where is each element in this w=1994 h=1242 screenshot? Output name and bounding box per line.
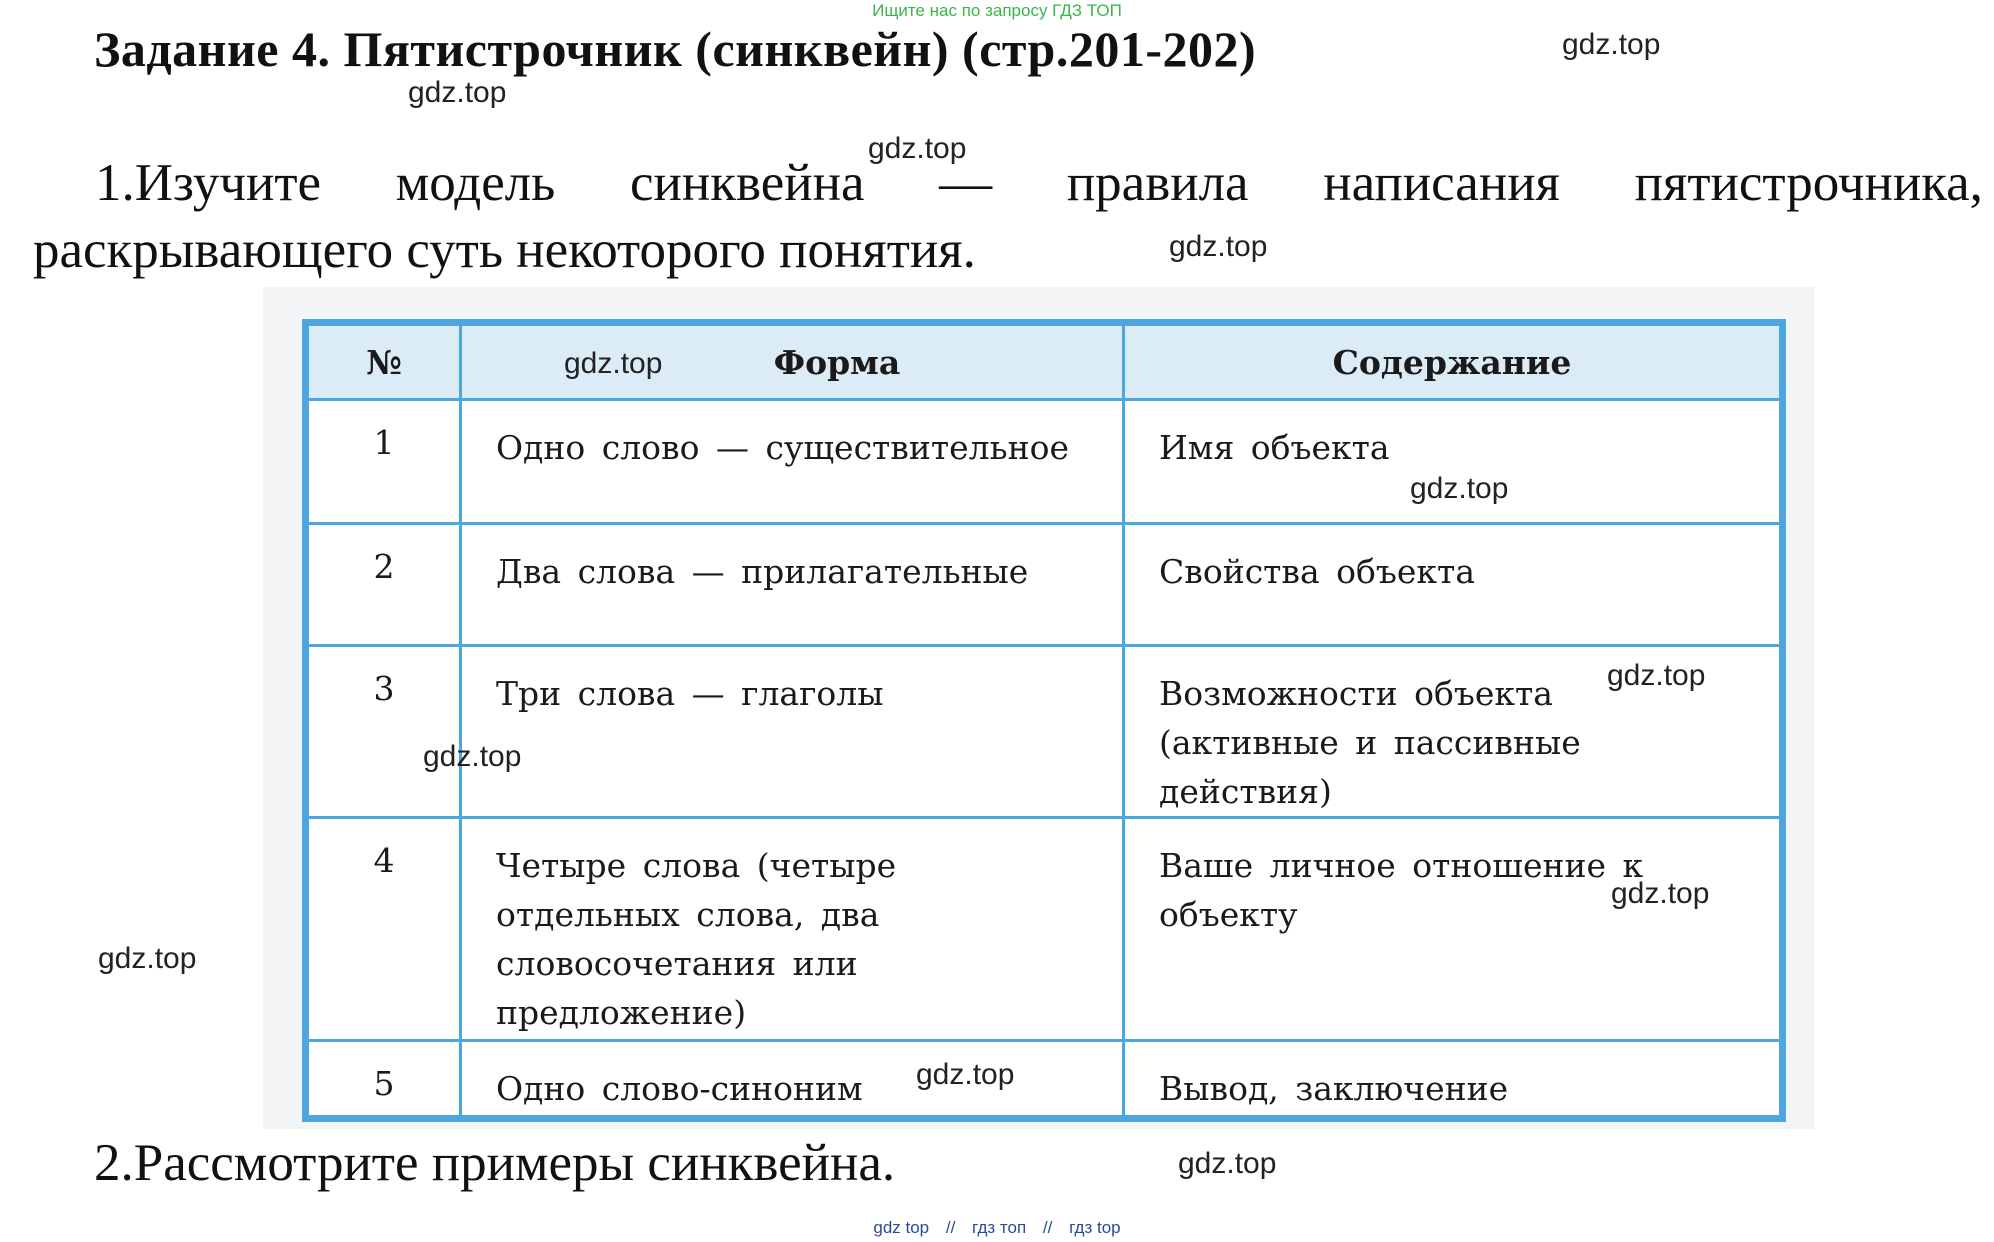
row-form: Два слова — прилагательные <box>461 524 1124 646</box>
watermark: gdz.top <box>916 1058 1015 1091</box>
watermark: gdz.top <box>564 347 663 380</box>
footer-separator: // <box>945 1218 956 1237</box>
row-form: Одно слово-синоним <box>461 1041 1124 1119</box>
footer-link[interactable]: gdz top <box>873 1218 930 1237</box>
row-content: Свойства объекта <box>1124 524 1783 646</box>
watermark: gdz.top <box>423 740 522 773</box>
step-1-line-2: раскрывающего суть некоторого понятия. <box>33 221 976 279</box>
word: синквейна <box>630 154 865 212</box>
step-1-line-1 <box>33 150 1983 217</box>
row-form: Одно слово — существительное <box>461 400 1124 524</box>
table-row <box>306 818 1783 1041</box>
footer-link[interactable]: гдз топ <box>972 1218 1027 1237</box>
row-content: Ваше личное отношение к объекту <box>1124 818 1783 1041</box>
word: модель <box>395 154 556 212</box>
header-content: Содержание <box>1124 323 1783 400</box>
row-number: 2 <box>306 524 461 646</box>
footer-separator: // <box>1042 1218 1053 1237</box>
row-number: 1 <box>306 400 461 524</box>
table-row <box>306 1041 1783 1119</box>
watermark: gdz.top <box>1611 877 1710 910</box>
word: пятистрочника, <box>1634 154 1983 212</box>
table-row <box>306 524 1783 646</box>
watermark: gdz.top <box>1607 659 1706 692</box>
page-title: Задание 4. Пятистрочник (синквейн) (стр.201-202) <box>94 21 1257 77</box>
cinquain-model-table <box>302 319 1786 1122</box>
word: 1.Изучите <box>95 154 322 212</box>
row-content: Имя объекта <box>1124 400 1783 524</box>
watermark: gdz.top <box>408 76 507 109</box>
row-content: Возможности объекта (активные и пассивные действия) <box>1124 646 1783 818</box>
header-form: Форма <box>461 323 1124 400</box>
top-banner[interactable]: Ищите нас по запросу ГДЗ ТОП <box>872 1 1122 20</box>
watermark: gdz.top <box>98 942 197 975</box>
footer-link[interactable]: гдз top <box>1069 1218 1121 1237</box>
watermark: gdz.top <box>1178 1147 1277 1180</box>
row-number: 3 <box>306 646 461 818</box>
row-form: Четыре слова (четыре отдельных слова, два словосочетания или предложение) <box>461 818 1124 1041</box>
row-number: 5 <box>306 1041 461 1119</box>
table-row <box>306 400 1783 524</box>
header-number: № <box>306 323 461 400</box>
row-form: Три слова — глаголы <box>461 646 1124 818</box>
watermark: gdz.top <box>1562 28 1661 61</box>
table-row <box>306 646 1783 818</box>
watermark: gdz.top <box>1410 472 1509 505</box>
word: написания <box>1323 154 1560 212</box>
watermark: gdz.top <box>1169 230 1268 263</box>
step-1-paragraph <box>33 150 1983 284</box>
word: правила <box>1066 154 1249 212</box>
watermark: gdz.top <box>868 132 967 165</box>
footer-links <box>0 1218 1994 1238</box>
row-content: Вывод, заключение <box>1124 1041 1783 1119</box>
step-2-text: 2.Рассмотрите примеры синквейна. <box>94 1134 896 1192</box>
word: — <box>939 154 993 212</box>
table-header-row <box>306 323 1783 400</box>
row-number: 4 <box>306 818 461 1041</box>
